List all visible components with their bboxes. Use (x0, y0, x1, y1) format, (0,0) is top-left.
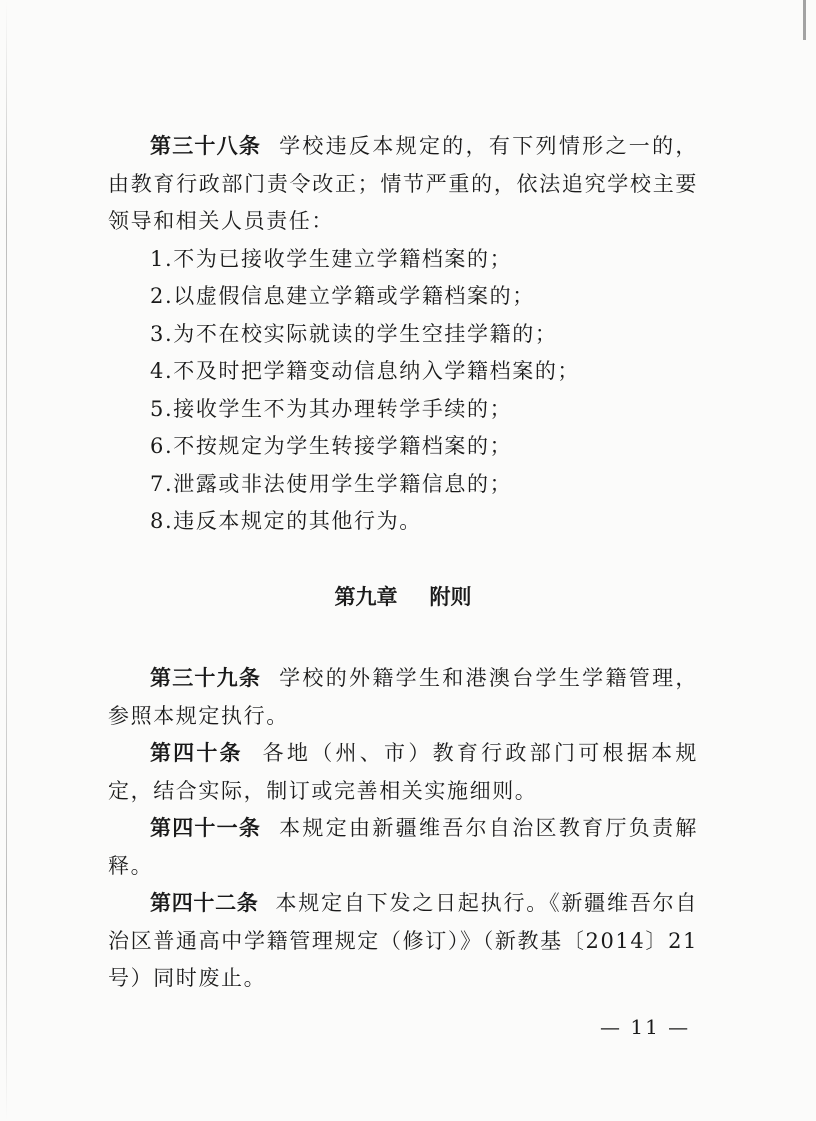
list-item: 5.接收学生不为其办理转学手续的； (150, 396, 513, 421)
article-42-number: 第四十二条 (150, 891, 259, 915)
article-40-text: 各地（州、市）教育行政部门可根据本规定，结合实际，制订或完善相关实施细则。 (108, 741, 698, 803)
list-item: 3.为不在校实际就读的学生空挂学籍的； (150, 321, 558, 346)
chapter-title: 附则 (429, 584, 472, 609)
list-item: 2.以虚假信息建立学籍或学籍档案的； (150, 284, 535, 308)
article-42-text: 本规定自下发之日起执行。《新疆维吾尔自治区普通高中学籍管理规定（修订）》（新教基〔2014〕21 号）同时废止。 (108, 891, 698, 990)
article-41-number: 第四十一条 (150, 816, 262, 840)
document-body (108, 128, 698, 998)
article-38-items (108, 241, 698, 541)
article-40-number: 第四十条 (150, 741, 243, 765)
article-39 (108, 660, 698, 735)
list-item: 4.不及时把学籍变动信息纳入学籍档案的； (150, 359, 581, 383)
scan-edge-left (6, 0, 7, 1121)
article-39-text: 学校的外籍学生和港澳台学生学籍管理，参照本规定执行。 (108, 666, 698, 728)
list-item: 6.不按规定为学生转接学籍档案的； (150, 434, 513, 458)
article-39-number: 第三十九条 (150, 666, 262, 690)
article-38-number: 第三十八条 (150, 134, 262, 158)
list-item: 7.泄露或非法使用学生学籍信息的； (150, 471, 513, 496)
article-38-text: 学校违反本规定的，有下列情形之一的，由教育行政部门责令改正；情节严重的，依法追究学校主要领导和相关人员责任： (108, 134, 698, 233)
chapter-number: 第九章 (334, 584, 398, 609)
list-item: 1.不为已接收学生建立学籍档案的； (150, 246, 513, 271)
list-item: 8.违反本规定的其他行为。 (150, 509, 422, 533)
chapter-heading (108, 579, 698, 617)
article-41-text: 本规定由新疆维吾尔自治区教育厅负责解释。 (108, 816, 698, 878)
scan-edge-right (803, 0, 806, 40)
page-number: — 11 — (600, 1015, 691, 1039)
article-41 (108, 810, 698, 885)
article-42 (108, 885, 698, 998)
article-40 (108, 735, 698, 810)
article-38-intro (108, 128, 698, 241)
